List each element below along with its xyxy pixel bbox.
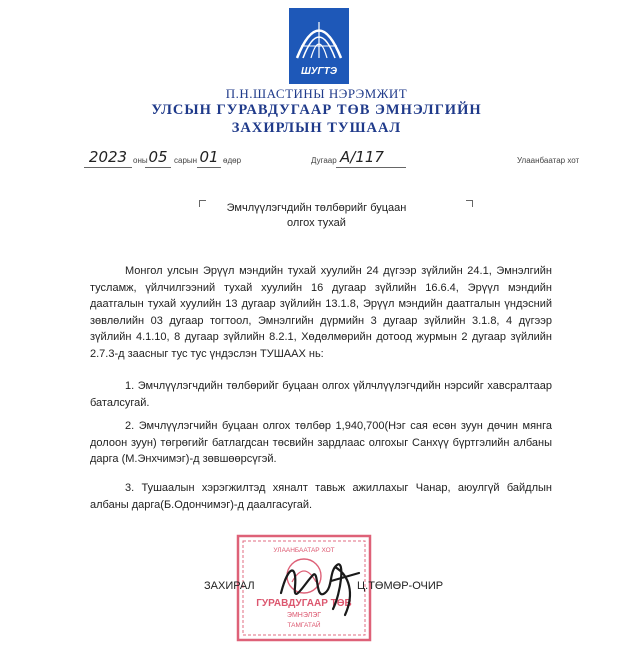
hospital-logo [289, 8, 349, 84]
month-label: сарын [174, 156, 198, 165]
date-year-underline [84, 167, 132, 168]
signatory-name: Ц.ТӨМӨР-ОЧИР [357, 580, 444, 592]
preamble-paragraph: Монгол улсын Эрүүл мэндийн тухай хуулийн 24 дүгээр зүйлийн 24.1, Эмнэлгийн тусламж, үйлчилгээний тухай хуулийн 16 дугаар зүйлийн 16.6.4, Эрүүл мэндийн даатгалын тухай хуулийн 13 дугаар зүйлийн 13.1.8, Эрүүл мэндийн даатгалын үндэсний зөвлөлийн 03 дугаар тогтоол, Эмнэлгийн дүрмийн 3 дугаар зүйлийн 3.1.8, 4 дүгээр зүйлийн 4.1.10, 8 дугаар зүйлийн 8.2.1, Хөдөлмөрийн дотоод журмын 2 дугаар зүйлийн 2.7.3-д заасныг тус тус үндэслэн ТУШААХ нь: [90, 265, 552, 360]
document-number-underline [336, 167, 406, 168]
org-title-line1: УЛСЫН ГУРАВДУГААР ТӨВ ЭМНЭЛГИЙН [151, 102, 482, 118]
stamp-middle-text: ГУРАВДУГААР ТӨВ [256, 598, 352, 609]
subject-line2: олгох тухай [287, 217, 346, 229]
date-month-underline [145, 167, 171, 168]
date-day-underline [197, 167, 221, 168]
document-number: А/117 [340, 148, 384, 166]
stamp-top-text: УЛААНБААТАР ХОТ [273, 547, 335, 554]
order-item-1: 1. Эмчлүүлэгчдийн төлбөрийг буцаан олгох үйлчлүүлэгчдийн нэрсийг хавсралтаар баталсугай. [90, 380, 552, 409]
date-day: 01 [199, 148, 219, 166]
year-label: оны [133, 156, 148, 165]
signatory-title: ЗАХИРАЛ [204, 580, 255, 592]
date-month: 05 [148, 148, 168, 166]
order-item-3: 3. Тушаалын хэрэгжилтэд хяналт тавьж ажиллахыг Чанар, аюулгүй байдлын албаны дарга(Б.Одончимэг)-д даалгасугай. [90, 482, 552, 511]
date-year: 2023 [88, 148, 128, 166]
order-item-2: 2. Эмчлүүлэгчийн буцаан олгох төлбөр 1,940,700(Нэг сая есөн зуун дөчин мянга долоон зуун) төгрөгийг батлагдсан төсвийн зардлаас олгохыг Санхүү бүртгэлийн албаны дарга (М.Энхчимэг)-д зөвшөөрсүгэй. [90, 420, 552, 465]
day-label: өдөр [223, 156, 242, 165]
subject-line1: Эмчлүүлэгчдийн төлбөрийг буцаан [226, 202, 407, 214]
place-label: Улаанбаатар хот [517, 156, 580, 165]
logo-text: ШУГТЭ [300, 66, 338, 77]
stamp-bottom-text: ТАМГАТАЙ [287, 622, 321, 629]
stamp-middle-text-2: ЭМНЭЛЭГ [286, 612, 322, 619]
org-title-line2: ЗАХИРЛЫН ТУШААЛ [231, 120, 402, 136]
number-label: Дугаар [311, 156, 337, 165]
org-name: П.Н.ШАСТИНЫ НЭРЭМЖИТ [225, 86, 408, 101]
